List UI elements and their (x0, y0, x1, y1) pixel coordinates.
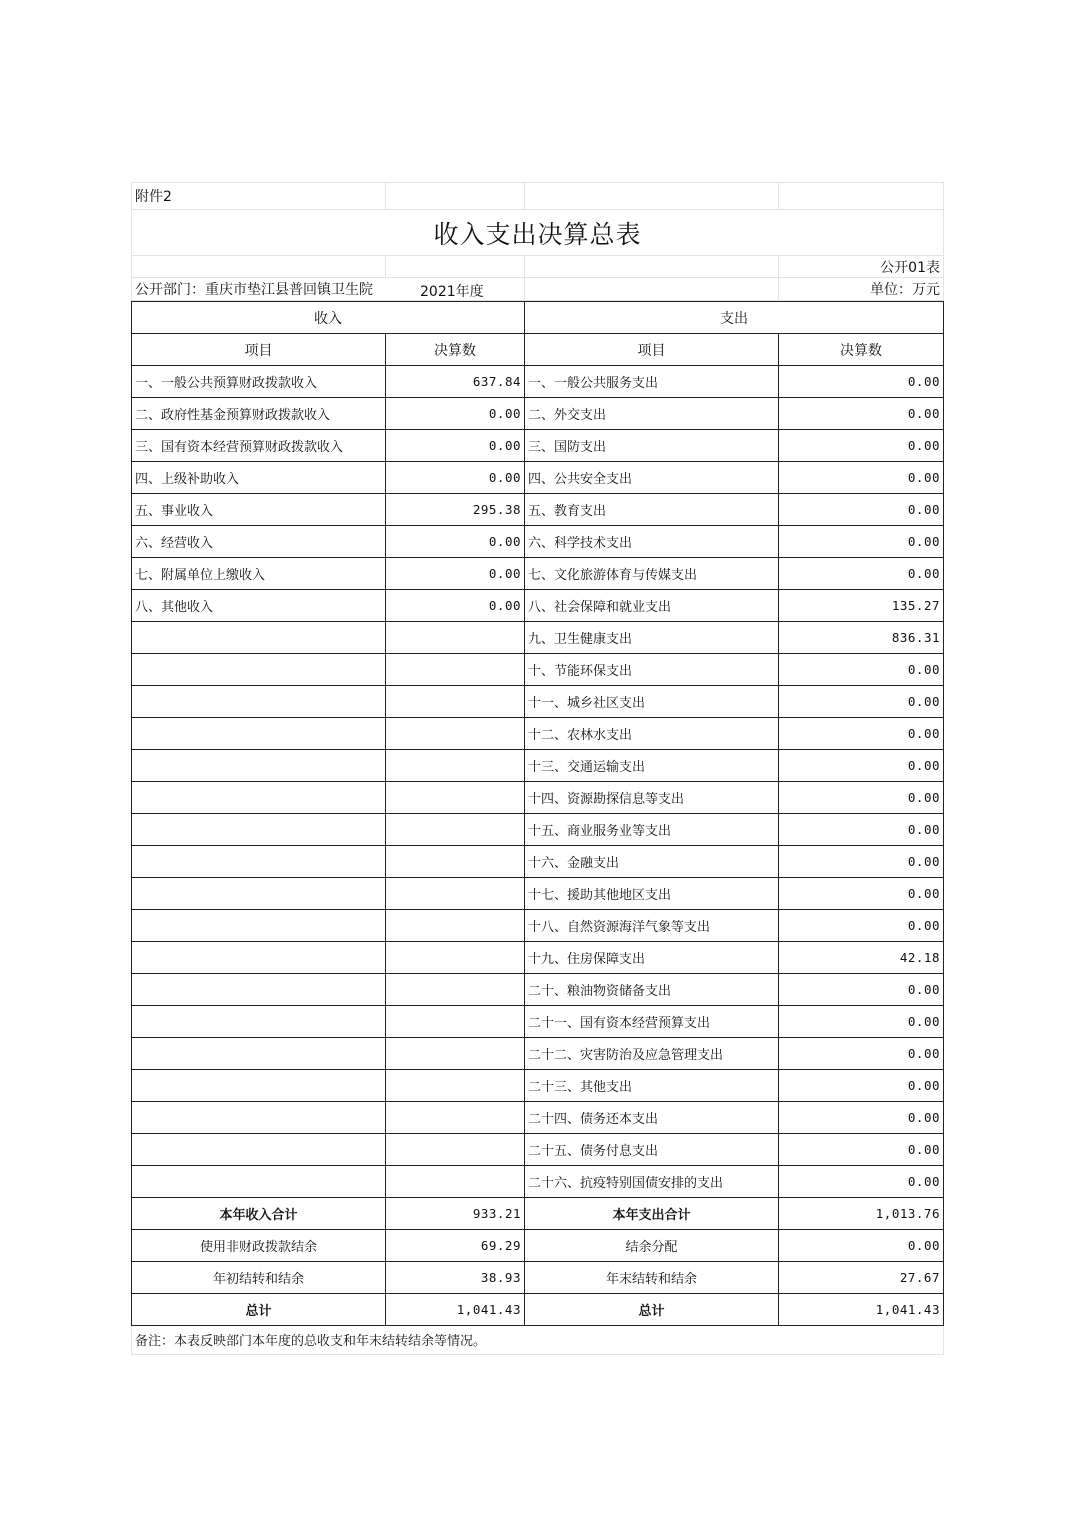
department-label: 公开部门：重庆市垫江县普回镇卫生院 (135, 282, 373, 298)
table-row (132, 750, 944, 782)
expense-item-value: 135.27 (779, 590, 944, 622)
expense-item-value: 0.00 (779, 366, 944, 398)
income-amount-header: 决算数 (386, 334, 525, 366)
income-item-name: 五、事业收入 (132, 494, 386, 526)
summary-expense-name: 本年支出合计 (525, 1198, 779, 1230)
summary-expense-name: 总计 (525, 1294, 779, 1326)
summary-expense-value: 27.67 (779, 1262, 944, 1294)
expense-item-value: 0.00 (779, 846, 944, 878)
summary-income-value: 933.21 (386, 1198, 525, 1230)
income-item-value (386, 878, 525, 910)
summary-expense-name: 年末结转和结余 (525, 1262, 779, 1294)
table-row (132, 1166, 944, 1198)
table-row (132, 782, 944, 814)
income-item-name (132, 750, 386, 782)
expense-amount-header: 决算数 (779, 334, 944, 366)
income-item-value: 0.00 (386, 430, 525, 462)
income-header: 收入 (132, 302, 525, 334)
table-row (132, 462, 944, 494)
table-row (132, 1006, 944, 1038)
expense-item-name: 十三、交通运输支出 (525, 750, 779, 782)
table-row (132, 1070, 944, 1102)
expense-item-value: 0.00 (779, 1070, 944, 1102)
summary-expense-value: 1,013.76 (779, 1198, 944, 1230)
expense-item-value: 0.00 (779, 750, 944, 782)
expense-item-value: 0.00 (779, 878, 944, 910)
summary-income-name: 本年收入合计 (132, 1198, 386, 1230)
income-item-name (132, 878, 386, 910)
summary-income-value: 1,041.43 (386, 1294, 525, 1326)
attachment-label: 附件2 (132, 183, 386, 210)
table-row (132, 1038, 944, 1070)
income-item-value (386, 846, 525, 878)
expense-item-value: 0.00 (779, 398, 944, 430)
summary-income-value: 38.93 (386, 1262, 525, 1294)
income-item-name (132, 622, 386, 654)
expense-item-name: 十二、农林水支出 (525, 718, 779, 750)
expense-item-name: 七、文化旅游体育与传媒支出 (525, 558, 779, 590)
expense-item-value: 0.00 (779, 814, 944, 846)
table-row (132, 398, 944, 430)
expense-item-name: 四、公共安全支出 (525, 462, 779, 494)
income-item-name (132, 1102, 386, 1134)
expense-item-value: 0.00 (779, 654, 944, 686)
expense-item-value: 0.00 (779, 1006, 944, 1038)
income-item-name: 二、政府性基金预算财政拨款收入 (132, 398, 386, 430)
income-item-name (132, 1006, 386, 1038)
expense-item-value: 0.00 (779, 558, 944, 590)
income-item-value (386, 910, 525, 942)
income-expense-table (131, 301, 944, 1326)
income-item-name: 三、国有资本经营预算财政拨款收入 (132, 430, 386, 462)
expense-item-header: 项目 (525, 334, 779, 366)
income-item-value (386, 1070, 525, 1102)
table-row (132, 558, 944, 590)
income-item-value (386, 1006, 525, 1038)
expense-item-value: 0.00 (779, 686, 944, 718)
footnote: 备注：本表反映部门本年度的总收支和年末结转结余等情况。 (132, 1326, 944, 1354)
income-item-value (386, 942, 525, 974)
expense-item-name: 六、科学技术支出 (525, 526, 779, 558)
report-sheet (131, 182, 943, 1355)
income-item-name: 四、上级补助收入 (132, 462, 386, 494)
table-row (132, 910, 944, 942)
summary-row (132, 1294, 944, 1326)
summary-expense-value: 1,041.43 (779, 1294, 944, 1326)
expense-item-value: 0.00 (779, 430, 944, 462)
expense-item-value: 0.00 (779, 1102, 944, 1134)
expense-item-name: 二、外交支出 (525, 398, 779, 430)
income-item-value (386, 718, 525, 750)
table-row (132, 686, 944, 718)
income-item-value (386, 1038, 525, 1070)
expense-item-value: 0.00 (779, 462, 944, 494)
table-row (132, 526, 944, 558)
income-item-name (132, 686, 386, 718)
expense-item-value: 0.00 (779, 1038, 944, 1070)
income-item-value (386, 814, 525, 846)
income-item-value (386, 1102, 525, 1134)
expense-item-value: 0.00 (779, 1134, 944, 1166)
income-item-value (386, 686, 525, 718)
income-item-name (132, 654, 386, 686)
expense-item-value: 836.31 (779, 622, 944, 654)
expense-item-name: 九、卫生健康支出 (525, 622, 779, 654)
income-item-value (386, 750, 525, 782)
table-row (132, 718, 944, 750)
expense-item-name: 一、一般公共服务支出 (525, 366, 779, 398)
table-row (132, 654, 944, 686)
expense-item-value: 0.00 (779, 1166, 944, 1198)
report-header-table (131, 182, 944, 301)
column-header-row (132, 334, 944, 366)
expense-item-value: 0.00 (779, 494, 944, 526)
table-row (132, 814, 944, 846)
income-item-value (386, 622, 525, 654)
table-row (132, 846, 944, 878)
expense-item-name: 十四、资源勘探信息等支出 (525, 782, 779, 814)
income-item-value (386, 974, 525, 1006)
expense-item-value: 42.18 (779, 942, 944, 974)
table-code: 公开01表 (779, 256, 944, 278)
table-row (132, 1134, 944, 1166)
income-item-name (132, 1070, 386, 1102)
expense-item-name: 二十四、债务还本支出 (525, 1102, 779, 1134)
section-header-row (132, 302, 944, 334)
expense-item-name: 十五、商业服务业等支出 (525, 814, 779, 846)
income-item-name (132, 846, 386, 878)
expense-item-name: 十一、城乡社区支出 (525, 686, 779, 718)
income-item-value: 637.84 (386, 366, 525, 398)
unit-label: 单位：万元 (779, 278, 944, 301)
summary-expense-value: 0.00 (779, 1230, 944, 1262)
expense-item-name: 二十二、灾害防治及应急管理支出 (525, 1038, 779, 1070)
table-row (132, 974, 944, 1006)
table-row (132, 494, 944, 526)
table-row (132, 430, 944, 462)
income-item-value: 0.00 (386, 462, 525, 494)
income-item-name (132, 910, 386, 942)
income-item-value: 0.00 (386, 558, 525, 590)
income-item-value (386, 782, 525, 814)
income-item-name (132, 718, 386, 750)
income-item-name: 七、附属单位上缴收入 (132, 558, 386, 590)
table-row (132, 590, 944, 622)
summary-income-value: 69.29 (386, 1230, 525, 1262)
income-item-name: 八、其他收入 (132, 590, 386, 622)
income-item-name: 一、一般公共预算财政拨款收入 (132, 366, 386, 398)
expense-item-name: 五、教育支出 (525, 494, 779, 526)
expense-item-name: 二十三、其他支出 (525, 1070, 779, 1102)
table-row (132, 1102, 944, 1134)
income-item-value: 0.00 (386, 398, 525, 430)
expense-item-name: 二十一、国有资本经营预算支出 (525, 1006, 779, 1038)
expense-item-value: 0.00 (779, 910, 944, 942)
expense-item-value: 0.00 (779, 718, 944, 750)
expense-item-name: 八、社会保障和就业支出 (525, 590, 779, 622)
summary-row (132, 1198, 944, 1230)
income-item-value (386, 654, 525, 686)
expense-item-name: 十八、自然资源海洋气象等支出 (525, 910, 779, 942)
expense-item-name: 十六、金融支出 (525, 846, 779, 878)
expense-item-value: 0.00 (779, 974, 944, 1006)
note-table (131, 1326, 944, 1355)
table-row (132, 878, 944, 910)
expense-item-name: 十九、住房保障支出 (525, 942, 779, 974)
summary-income-name: 年初结转和结余 (132, 1262, 386, 1294)
expense-item-name: 十、节能环保支出 (525, 654, 779, 686)
table-row (132, 366, 944, 398)
expense-item-name: 二十、粮油物资储备支出 (525, 974, 779, 1006)
income-item-name (132, 1038, 386, 1070)
expense-item-value: 0.00 (779, 782, 944, 814)
income-item-header: 项目 (132, 334, 386, 366)
expense-item-name: 十七、援助其他地区支出 (525, 878, 779, 910)
summary-income-name: 使用非财政拨款结余 (132, 1230, 386, 1262)
income-item-value: 295.38 (386, 494, 525, 526)
income-item-value: 0.00 (386, 526, 525, 558)
expense-item-name: 二十六、抗疫特别国债安排的支出 (525, 1166, 779, 1198)
income-item-value (386, 1134, 525, 1166)
summary-row (132, 1230, 944, 1262)
summary-expense-name: 结余分配 (525, 1230, 779, 1262)
table-row (132, 942, 944, 974)
income-item-name (132, 782, 386, 814)
income-item-name: 六、经营收入 (132, 526, 386, 558)
income-item-value (386, 1166, 525, 1198)
income-item-value: 0.00 (386, 590, 525, 622)
income-item-name (132, 974, 386, 1006)
income-item-name (132, 814, 386, 846)
expense-item-value: 0.00 (779, 526, 944, 558)
expense-item-name: 三、国防支出 (525, 430, 779, 462)
summary-income-name: 总计 (132, 1294, 386, 1326)
report-title: 收入支出决算总表 (132, 210, 944, 256)
expense-header: 支出 (525, 302, 944, 334)
expense-item-name: 二十五、债务付息支出 (525, 1134, 779, 1166)
summary-row (132, 1262, 944, 1294)
table-row (132, 622, 944, 654)
report-year: 2021年度 (420, 284, 484, 300)
income-item-name (132, 1166, 386, 1198)
income-item-name (132, 1134, 386, 1166)
income-item-name (132, 942, 386, 974)
